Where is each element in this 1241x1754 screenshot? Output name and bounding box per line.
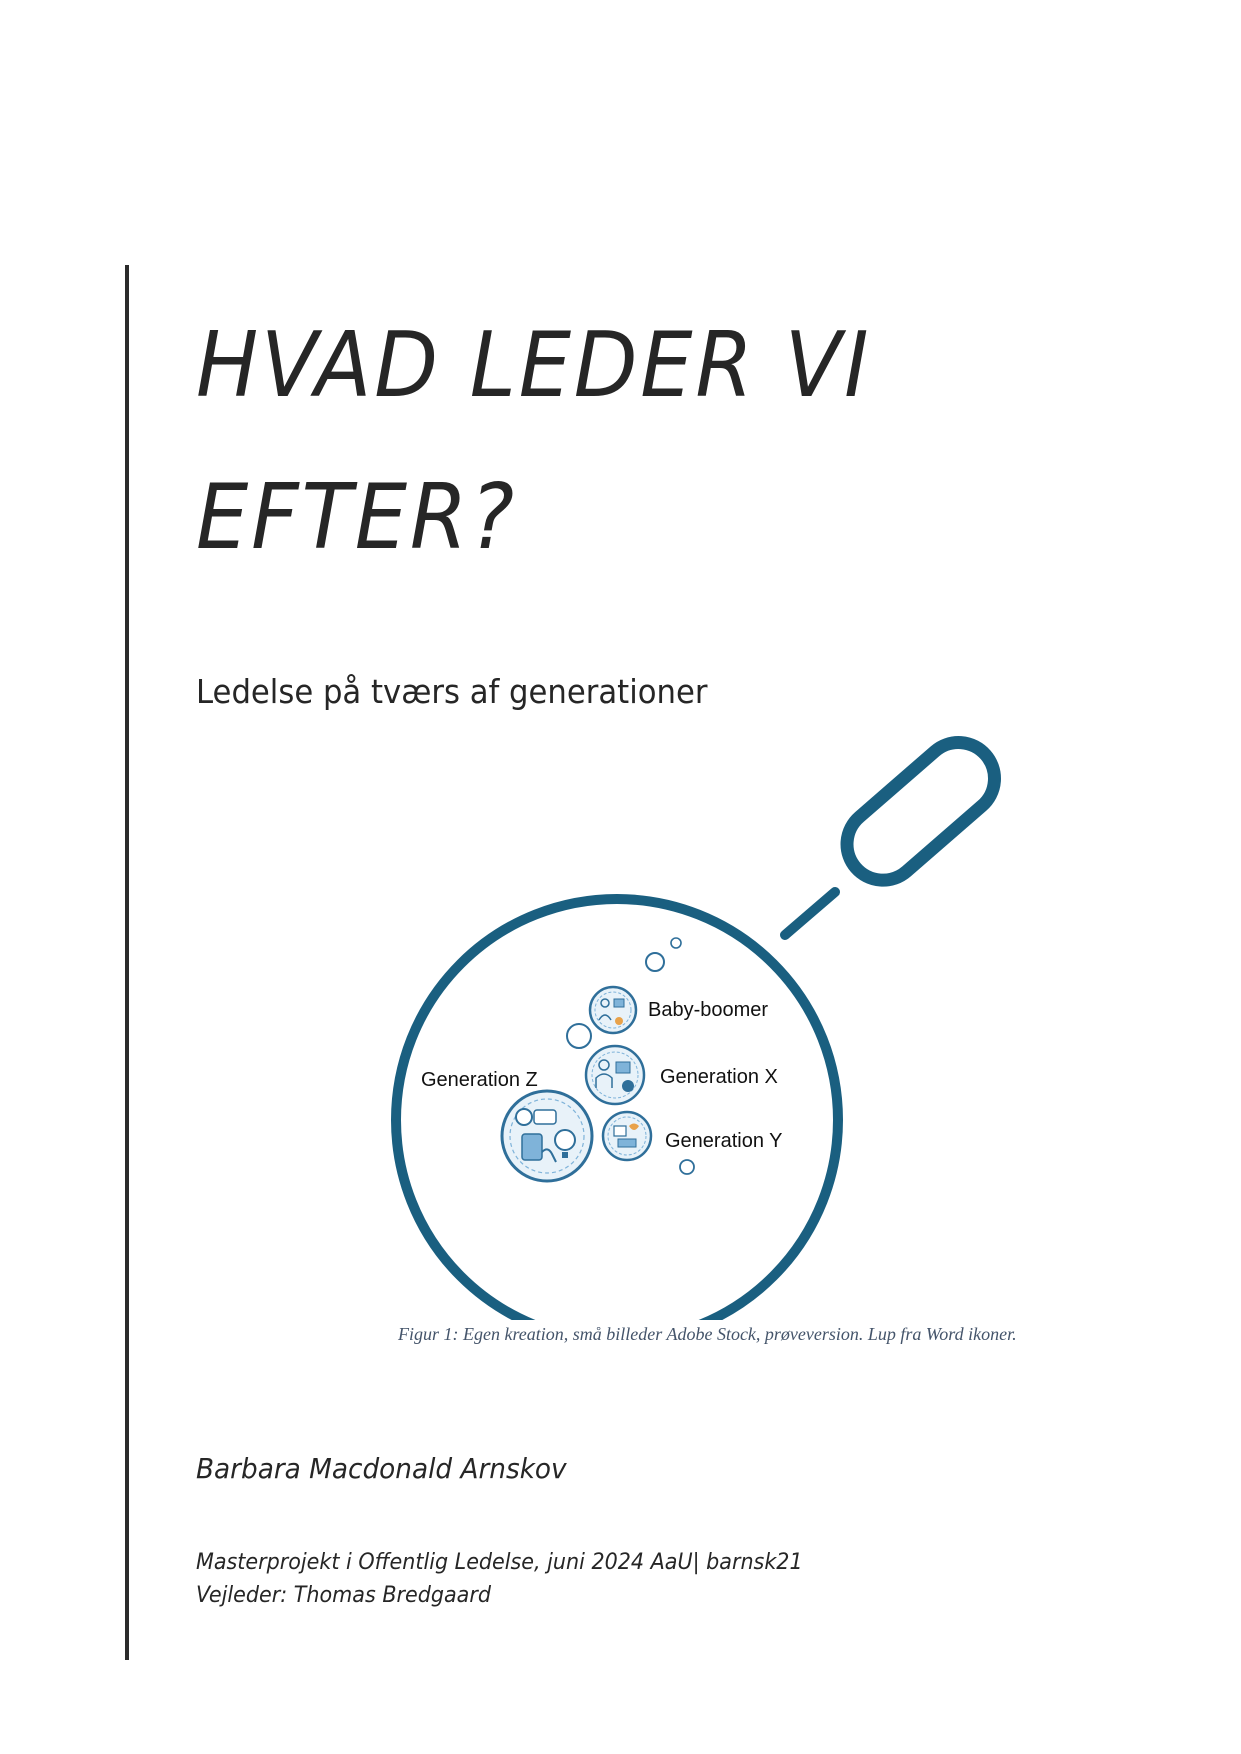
author-name: Barbara Macdonald Arnskov (196, 1452, 567, 1485)
document-title (196, 290, 871, 594)
magnifier-lens (396, 899, 838, 1320)
generation-z-icon (502, 1091, 592, 1181)
generation-x-icon (586, 1046, 644, 1104)
supervisor-info: Vejleder: Thomas Bredgaard (196, 1583, 491, 1608)
title-line-2: EFTER? (196, 465, 517, 570)
bubble (671, 938, 681, 948)
bubble (567, 1024, 591, 1048)
project-meta (196, 1546, 803, 1612)
document-subtitle: Ledelse på tværs af generationer (196, 672, 708, 711)
title-line-1: HVAD LEDER VI (196, 313, 872, 418)
magnifier-handle (832, 728, 1009, 895)
label-generation-x: Generation X (660, 1066, 778, 1088)
bubble (646, 953, 664, 971)
magnifying-glass-figure (390, 720, 1050, 1320)
figure-caption: Figur 1: Egen kreation, små billeder Adobe Stock, prøveversion. Lup fra Word ikoner. (398, 1324, 1017, 1344)
baby-boomer-icon (590, 987, 636, 1033)
bubble (680, 1160, 694, 1174)
label-generation-y: Generation Y (665, 1130, 783, 1152)
generation-y-icon (603, 1112, 651, 1160)
left-accent-bar (125, 265, 129, 1660)
label-generation-z: Generation Z (421, 1069, 538, 1091)
magnifier-handle-neck (785, 892, 835, 935)
project-info: Masterprojekt i Offentlig Ledelse, juni 2024 AaU| barnsk21 (196, 1550, 803, 1575)
label-baby-boomer: Baby-boomer (648, 999, 769, 1021)
